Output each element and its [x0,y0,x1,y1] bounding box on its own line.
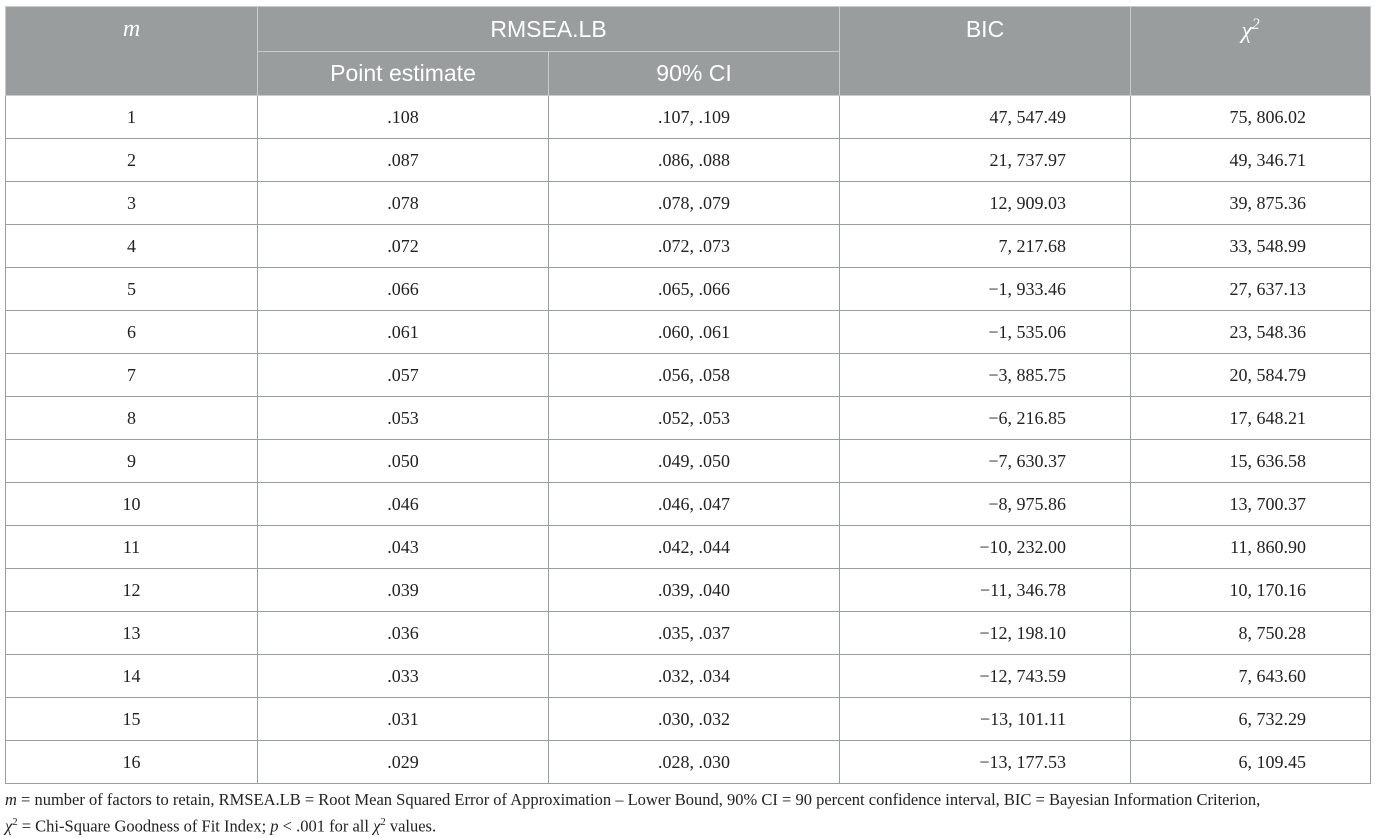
cell-bic: 21, 737.97 [840,139,1131,182]
header-bic: BIC [840,7,1131,96]
header-90-ci: 90% CI [549,52,840,96]
cell-m: 9 [6,440,258,483]
cell-chi2: 20, 584.79 [1131,354,1371,397]
cell-ci: .107, .109 [549,96,840,139]
cell-m: 4 [6,225,258,268]
cell-point-estimate: .057 [258,354,549,397]
cell-chi2: 11, 860.90 [1131,526,1371,569]
header-chi-power: 2 [1251,16,1260,33]
footnote-part1: = number of factors to retain, RMSEA.LB = Root Mean Squared Error of Approximation – Lower Bound, 90% CI = 90 percent confidence interval, BIC = Bayesian Information Criterion, [16,790,1261,809]
table-row [6,96,1371,139]
cell-m: 2 [6,139,258,182]
cell-chi2: 75, 806.02 [1131,96,1371,139]
cell-chi2: 7, 643.60 [1131,655,1371,698]
cell-ci: .060, .061 [549,311,840,354]
cell-ci: .028, .030 [549,741,840,784]
cell-ci: .072, .073 [549,225,840,268]
cell-chi2: 6, 109.45 [1131,741,1371,784]
cell-bic: 12, 909.03 [840,182,1131,225]
table-row [6,612,1371,655]
cell-ci: .065, .066 [549,268,840,311]
table-row [6,483,1371,526]
cell-chi2: 17, 648.21 [1131,397,1371,440]
cell-m: 11 [6,526,258,569]
cell-chi2: 15, 636.58 [1131,440,1371,483]
cell-m: 12 [6,569,258,612]
header-point-estimate: Point estimate [258,52,549,96]
table-row [6,655,1371,698]
cell-ci: .039, .040 [549,569,840,612]
cell-ci: .030, .032 [549,698,840,741]
cell-ci: .032, .034 [549,655,840,698]
cell-point-estimate: .036 [258,612,549,655]
cell-point-estimate: .029 [258,741,549,784]
footnote-chi-power-2: 2 [380,816,386,828]
cell-chi2: 13, 700.37 [1131,483,1371,526]
cell-ci: .086, .088 [549,139,840,182]
header-chi-symbol: χ [1241,18,1252,44]
cell-m: 10 [6,483,258,526]
cell-bic: −8, 975.86 [840,483,1131,526]
cell-m: 7 [6,354,258,397]
footnote-chi-symbol-2: χ [373,816,381,836]
cell-m: 13 [6,612,258,655]
table-header [6,7,1371,96]
cell-chi2: 8, 750.28 [1131,612,1371,655]
table-row [6,139,1371,182]
cell-chi2: 23, 548.36 [1131,311,1371,354]
cell-m: 6 [6,311,258,354]
footnote-part4: values. [385,816,437,836]
header-rmsea-lb: RMSEA.LB [258,7,840,52]
cell-ci: .042, .044 [549,526,840,569]
cell-chi2: 33, 548.99 [1131,225,1371,268]
cell-point-estimate: .039 [258,569,549,612]
fit-index-table-container [5,6,1370,784]
cell-ci: .078, .079 [549,182,840,225]
cell-m: 1 [6,96,258,139]
header-m: m [6,7,258,96]
cell-bic: −7, 630.37 [840,440,1131,483]
cell-point-estimate: .078 [258,182,549,225]
cell-bic: −1, 933.46 [840,268,1131,311]
cell-point-estimate: .061 [258,311,549,354]
cell-m: 5 [6,268,258,311]
table-row [6,354,1371,397]
footnote-chi-symbol: χ [5,816,13,836]
cell-chi2: 39, 875.36 [1131,182,1371,225]
footnote-p: p [270,816,279,836]
cell-point-estimate: .046 [258,483,549,526]
cell-bic: −12, 743.59 [840,655,1131,698]
footnote-part3: < .001 for all [278,816,374,836]
cell-point-estimate: .108 [258,96,549,139]
table-row [6,397,1371,440]
header-chi-square [1131,7,1371,96]
table-row [6,182,1371,225]
cell-point-estimate: .050 [258,440,549,483]
cell-ci: .049, .050 [549,440,840,483]
cell-bic: 47, 547.49 [840,96,1131,139]
cell-ci: .052, .053 [549,397,840,440]
table-body [6,96,1371,784]
cell-bic: −1, 535.06 [840,311,1131,354]
cell-chi2: 27, 637.13 [1131,268,1371,311]
cell-point-estimate: .087 [258,139,549,182]
cell-chi2: 10, 170.16 [1131,569,1371,612]
table-row [6,440,1371,483]
cell-ci: .035, .037 [549,612,840,655]
table-row [6,268,1371,311]
cell-point-estimate: .043 [258,526,549,569]
cell-m: 8 [6,397,258,440]
table-row [6,741,1371,784]
cell-ci: .056, .058 [549,354,840,397]
table-row [6,569,1371,612]
cell-chi2: 6, 732.29 [1131,698,1371,741]
cell-bic: −10, 232.00 [840,526,1131,569]
cell-bic: −13, 101.11 [840,698,1131,741]
table-row [6,225,1371,268]
cell-point-estimate: .031 [258,698,549,741]
header-row-top [6,7,1371,52]
table-row [6,526,1371,569]
cell-bic: 7, 217.68 [840,225,1131,268]
cell-m: 14 [6,655,258,698]
cell-point-estimate: .066 [258,268,549,311]
cell-bic: −6, 216.85 [840,397,1131,440]
cell-bic: −13, 177.53 [840,741,1131,784]
table-row [6,311,1371,354]
cell-point-estimate: .053 [258,397,549,440]
cell-bic: −12, 198.10 [840,612,1131,655]
footnote-chi-power: 2 [12,816,18,828]
cell-bic: −3, 885.75 [840,354,1131,397]
cell-m: 16 [6,741,258,784]
fit-index-table [5,6,1371,784]
table-row [6,698,1371,741]
cell-bic: −11, 346.78 [840,569,1131,612]
cell-m: 3 [6,182,258,225]
footnote-part2: = Chi-Square Goodness of Fit Index; [17,816,271,836]
cell-ci: .046, .047 [549,483,840,526]
table-footnote [5,788,1370,838]
cell-chi2: 49, 346.71 [1131,139,1371,182]
footnote-m: m [5,790,17,809]
cell-point-estimate: .072 [258,225,549,268]
cell-point-estimate: .033 [258,655,549,698]
cell-m: 15 [6,698,258,741]
